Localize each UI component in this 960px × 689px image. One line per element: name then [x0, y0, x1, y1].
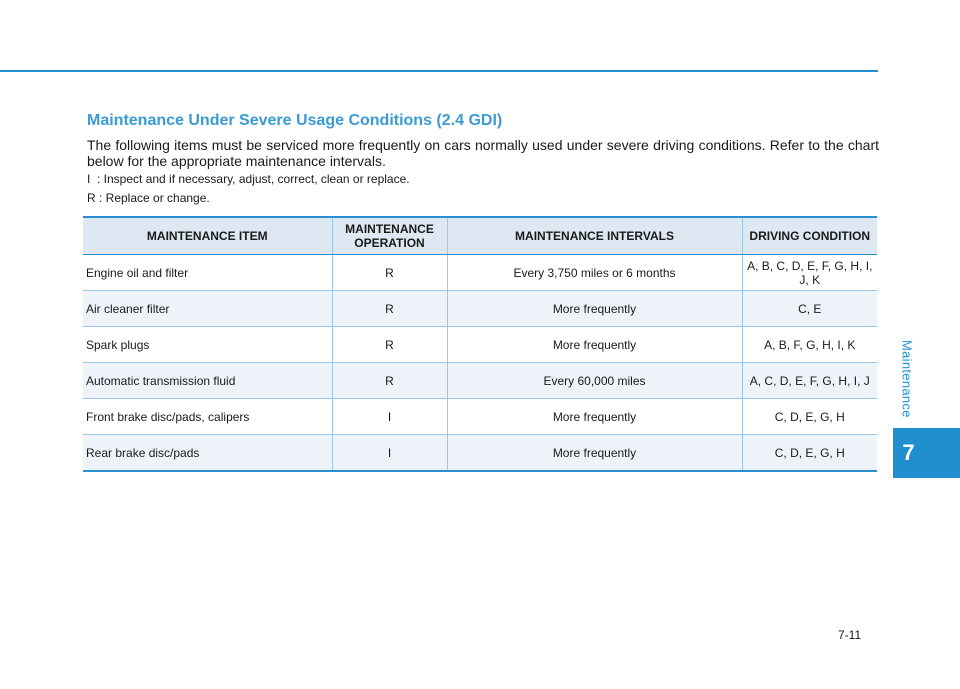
header-maintenance-operation: MAINTENANCE OPERATION	[332, 217, 447, 255]
cell-condition: A, B, C, D, E, F, G, H, I, J, K	[742, 255, 877, 291]
cell-condition: C, E	[742, 291, 877, 327]
legend-replace: R : Replace or change.	[87, 191, 210, 205]
cell-interval: More frequently	[447, 435, 742, 472]
cell-operation: R	[332, 327, 447, 363]
cell-condition: A, C, D, E, F, G, H, I, J	[742, 363, 877, 399]
cell-item: Front brake disc/pads, calipers	[83, 399, 332, 435]
cell-item: Rear brake disc/pads	[83, 435, 332, 472]
table-row	[83, 363, 877, 399]
cell-operation: R	[332, 255, 447, 291]
cell-operation: I	[332, 435, 447, 472]
table-row	[83, 327, 877, 363]
cell-operation: R	[332, 363, 447, 399]
top-rule	[0, 70, 878, 72]
cell-interval: More frequently	[447, 291, 742, 327]
cell-operation: I	[332, 399, 447, 435]
cell-condition: A, B, F, G, H, I, K	[742, 327, 877, 363]
table-header-row	[83, 217, 877, 255]
legend-inspect: I : Inspect and if necessary, adjust, correct, clean or replace.	[87, 172, 410, 186]
cell-operation: R	[332, 291, 447, 327]
cell-item: Engine oil and filter	[83, 255, 332, 291]
table-row	[83, 399, 877, 435]
intro-paragraph: The following items must be serviced more frequently on cars normally used under severe driving conditions. Refer to the chart below for the appropriate maintenance intervals.	[87, 137, 879, 169]
cell-item: Spark plugs	[83, 327, 332, 363]
header-driving-condition: DRIVING CONDITION	[742, 217, 877, 255]
chapter-number: 7	[893, 428, 960, 478]
table-row	[83, 255, 877, 291]
cell-condition: C, D, E, G, H	[742, 435, 877, 472]
cell-item: Automatic transmission fluid	[83, 363, 332, 399]
table-row	[83, 291, 877, 327]
table-row	[83, 435, 877, 472]
chapter-tab-label: Maintenance	[899, 340, 915, 418]
header-maintenance-item: MAINTENANCE ITEM	[83, 217, 332, 255]
cell-item: Air cleaner filter	[83, 291, 332, 327]
maintenance-table	[83, 216, 877, 472]
cell-interval: More frequently	[447, 399, 742, 435]
cell-interval: More frequently	[447, 327, 742, 363]
cell-interval: Every 60,000 miles	[447, 363, 742, 399]
section-title: Maintenance Under Severe Usage Conditions (2.4 GDI)	[87, 112, 503, 129]
header-maintenance-intervals: MAINTENANCE INTERVALS	[447, 217, 742, 255]
cell-interval: Every 3,750 miles or 6 months	[447, 255, 742, 291]
page-number: 7-11	[838, 628, 862, 642]
cell-condition: C, D, E, G, H	[742, 399, 877, 435]
